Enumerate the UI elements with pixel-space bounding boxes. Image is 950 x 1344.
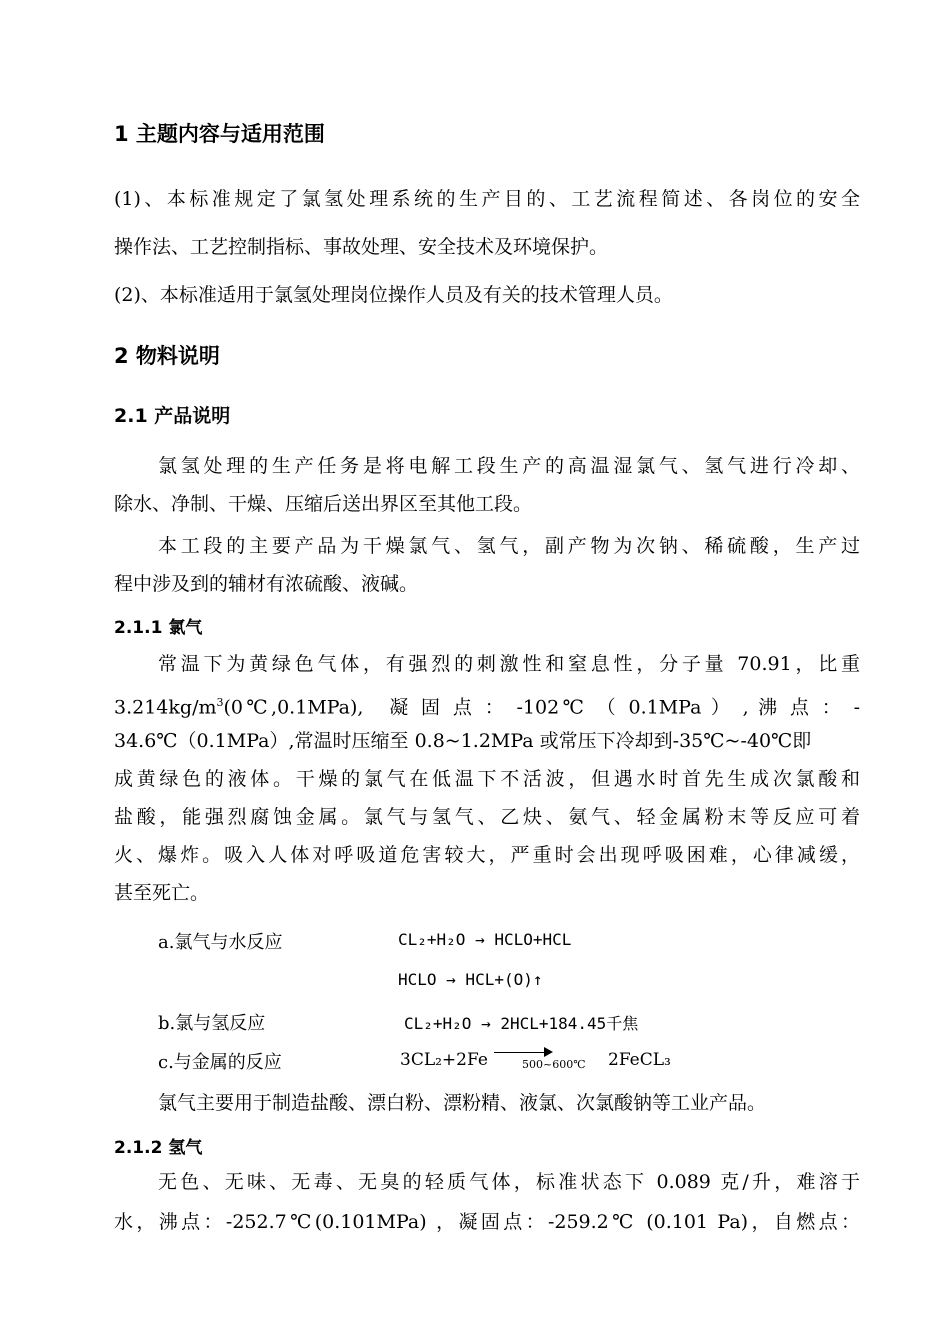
para-1-line-1: 氯氢处理的生产任务是将电解工段生产的高温湿氯气、氢气进行冷却、 (158, 455, 860, 477)
chlorine-line-2-b: (0℃,0.1MPa), 凝 固 点 ： -102℃ （ 0.1MPa ） , 沸 点 ： - (223, 696, 860, 719)
chlorine-line-4: 成黄绿色的液体。干燥的氯气在低温下不活波，但遇水时首先生成次氯酸和 (114, 768, 860, 790)
reaction-a-equation-2: HCLO → HCL+(O)↑ (398, 970, 543, 989)
section-1-heading: 1 主题内容与适用范围 (114, 122, 325, 146)
item-1-line-2: 操作法、工艺控制指标、事故处理、安全技术及环境保护。 (114, 236, 609, 258)
para-2-line-2: 程中涉及到的辅材有浓硫酸、液碱。 (114, 573, 419, 595)
chlorine-line-6: 火、爆炸。吸入人体对呼吸道危害较大，严重时会出现呼吸困难，心律减缓， (114, 844, 860, 866)
section-2-heading: 2 物料说明 (114, 344, 220, 368)
superscript-3: 3 (216, 696, 224, 709)
hydrogen-line-2: 水，沸点：-252.7℃(0.101MPa) ，凝固点：-259.2℃ (0.101 Pa)，自燃点： (114, 1211, 860, 1233)
reaction-c-reactants: 3CL₂+2Fe (400, 1050, 488, 1070)
para-1-line-2: 除水、净制、干燥、压缩后送出界区至其他工段。 (114, 493, 533, 515)
reaction-b-equation: CL₂+H₂O → 2HCL+184.45千焦 (404, 1014, 639, 1033)
chlorine-heading: 2.1.1 氯气 (114, 618, 203, 638)
reaction-arrow (494, 1044, 586, 1074)
chlorine-line-7: 甚至死亡。 (114, 882, 210, 904)
para-2-line-1: 本工段的主要产品为干燥氯气、氢气，副产物为次钠、稀硫酸，生产过 (158, 535, 860, 557)
reaction-b-label: b.氯与氢反应 (158, 1013, 266, 1034)
chlorine-line-2 (114, 684, 860, 726)
arrow-head (544, 1047, 553, 1057)
chlorine-uses: 氯气主要用于制造盐酸、漂白粉、漂粉精、液氯、次氯酸钠等工业产品。 (158, 1092, 767, 1114)
hydrogen-line-1: 无色、无味、无毒、无臭的轻质气体，标准状态下 0.089 克/升，难溶于 (158, 1171, 860, 1193)
chlorine-line-5: 盐酸，能强烈腐蚀金属。氯气与氢气、乙炔、氨气、轻金属粉末等反应可着 (114, 806, 860, 828)
reaction-c-product: 2FeCL₃ (608, 1050, 671, 1070)
section-2-1-heading: 2.1 产品说明 (114, 405, 231, 427)
reaction-condition: 500~600℃ (522, 1058, 586, 1071)
reaction-a-equation-1: CL₂+H₂O → HCLO+HCL (398, 930, 572, 949)
arrow-line (494, 1052, 548, 1053)
chlorine-line-1: 常温下为黄绿色气体，有强烈的刺激性和窒息性，分子量 70.91，比重 (158, 653, 860, 675)
item-2: (2)、本标准适用于氯氢处理岗位操作人员及有关的技术管理人员。 (114, 284, 673, 306)
chlorine-line-3: 34.6℃（0.1MPa）,常温时压缩至 0.8~1.2MPa 或常压下冷却到-35℃~-40℃即 (114, 730, 812, 752)
chlorine-line-2-a: 3.214kg/m (114, 696, 217, 719)
reaction-a-label: a.氯气与水反应 (158, 932, 283, 953)
item-1-line-1: (1)、本标准规定了氯氢处理系统的生产目的、工艺流程简述、各岗位的安全 (114, 188, 860, 210)
reaction-c-label: c.与金属的反应 (158, 1052, 282, 1073)
hydrogen-heading: 2.1.2 氢气 (114, 1138, 203, 1158)
